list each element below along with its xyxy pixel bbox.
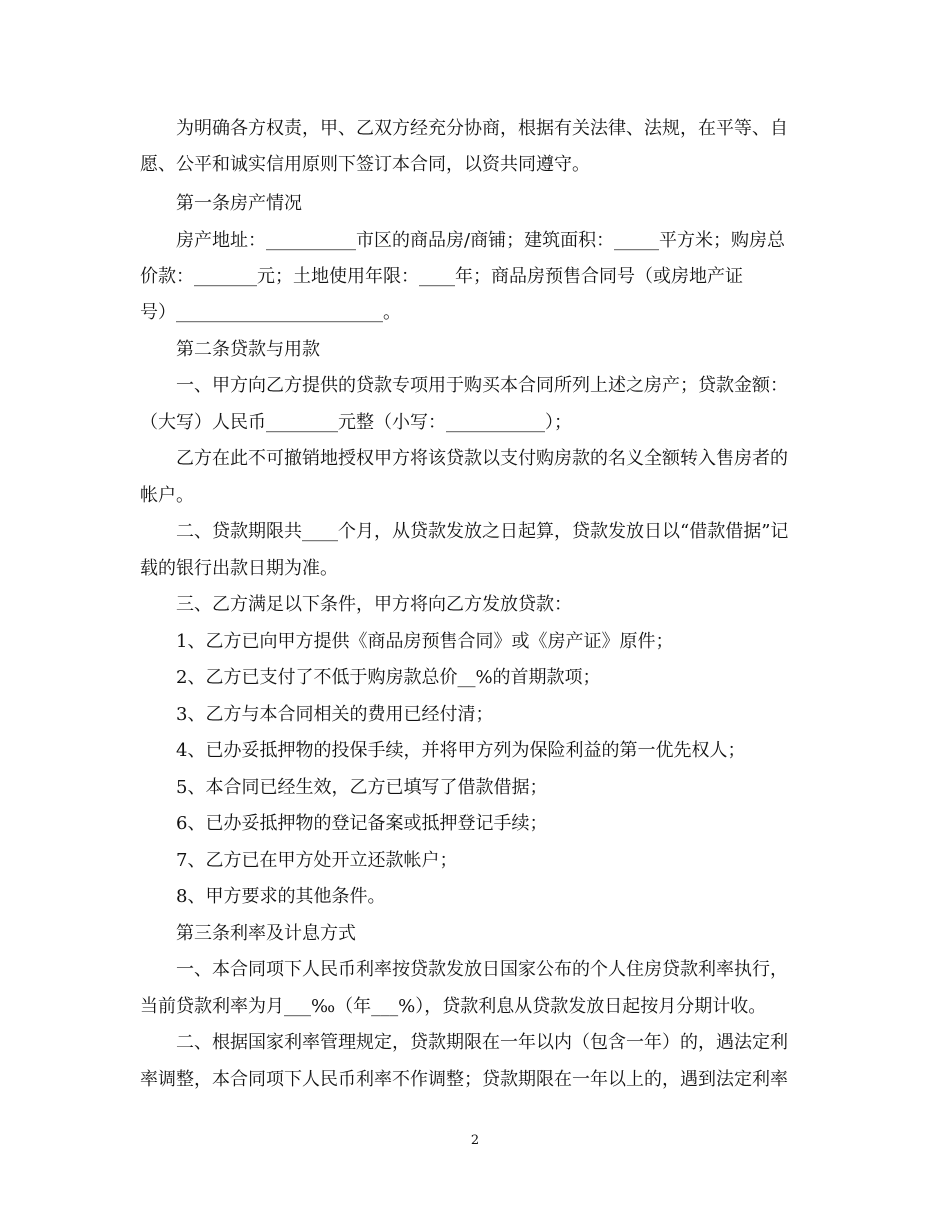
paragraph-line: 三、乙方满足以下条件，甲方将向乙方发放贷款： <box>176 594 572 615</box>
paragraph-line: 帐户。 <box>140 485 194 506</box>
paragraph-line: （大写）人民币________元整（小写：___________）； <box>140 412 572 433</box>
list-item: 5、本合同已经生效，乙方已填写了借款借据； <box>176 777 548 798</box>
section-heading: 第一条房产情况 <box>176 193 302 214</box>
paragraph-line: 一、甲方向乙方提供的贷款专项用于购买本合同所列上述之房产；贷款金额： <box>176 375 788 396</box>
list-item: 2、乙方已支付了不低于购房款总价__%的首期款项； <box>176 667 601 688</box>
paragraph-line: 为明确各方权责，甲、乙双方经充分协商，根据有关法律、法规，在平等、自 <box>176 118 788 139</box>
list-item: 8、甲方要求的其他条件。 <box>176 886 386 907</box>
list-item: 7、乙方已在甲方处开立还款帐户； <box>176 850 458 871</box>
paragraph-line: 率调整，本合同项下人民币利率不作调整；贷款期限在一年以上的，遇到法定利率 <box>140 1069 788 1090</box>
paragraph-line: 乙方在此不可撤销地授权甲方将该贷款以支付购房款的名义全额转入售房者的 <box>176 448 788 469</box>
section-heading: 第三条利率及计息方式 <box>176 923 356 944</box>
section-heading: 第二条贷款与用款 <box>176 339 320 360</box>
list-item: 4、已办妥抵押物的投保手续，并将甲方列为保险利益的第一优先权人； <box>176 740 746 761</box>
paragraph-line: 当前贷款利率为月___‰（年___%），贷款利息从贷款发放日起按月分期计收。 <box>140 996 767 1017</box>
list-item: 6、已办妥抵押物的登记备案或抵押登记手续； <box>176 813 548 834</box>
paragraph-line: 载的银行出款日期为准。 <box>140 558 338 579</box>
list-item: 3、乙方与本合同相关的费用已经付清； <box>176 704 494 725</box>
paragraph-line: 愿、公平和诚实信用原则下签订本合同，以资共同遵守。 <box>140 154 590 175</box>
list-item: 1、乙方已向甲方提供《商品房预售合同》或《房产证》原件； <box>176 631 674 652</box>
page-number: 2 <box>470 1133 480 1148</box>
paragraph-line: 一、本合同项下人民币利率按贷款发放日国家公布的个人住房贷款利率执行， <box>176 959 788 980</box>
paragraph-line: 二、根据国家利率管理规定，贷款期限在一年以内（包含一年）的，遇法定利 <box>176 1032 788 1053</box>
paragraph-line: 价款：_______元；土地使用年限：____年；商品房预售合同号（或房地产证 <box>140 266 743 287</box>
paragraph-line: 二、贷款期限共____个月，从贷款发放之日起算，贷款发放日以“借款借据”记 <box>176 521 789 542</box>
paragraph-line: 号）_______________________。 <box>140 302 401 323</box>
paragraph-line: 房产地址：__________市区的商品房/商铺；建筑面积：_____平方米；购房总 <box>176 230 786 251</box>
